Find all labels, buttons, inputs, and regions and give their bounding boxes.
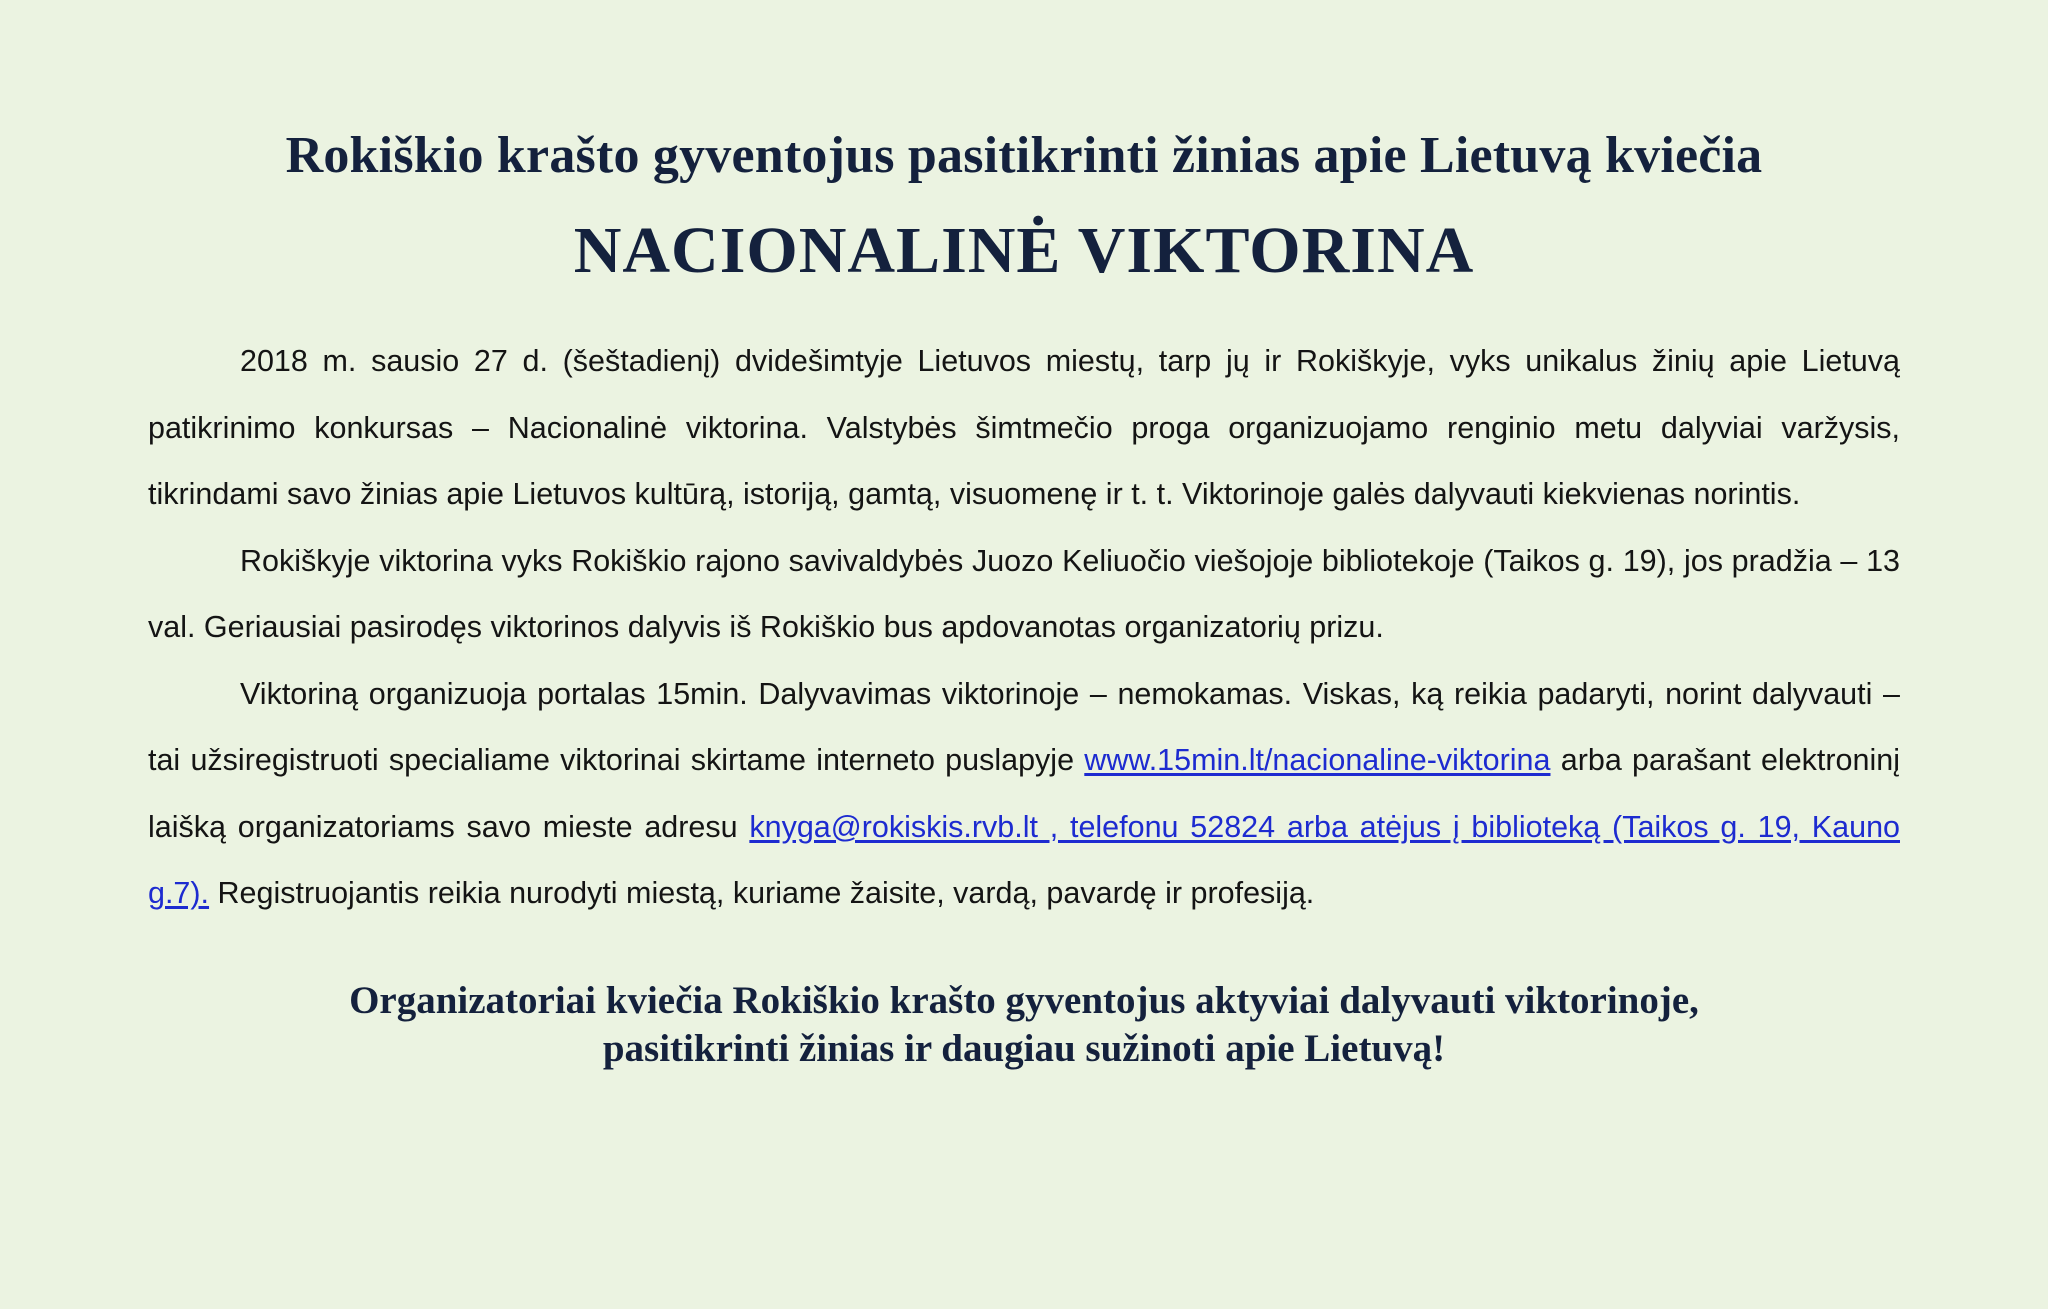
paragraph-event-info: 2018 m. sausio 27 d. (šeštadienį) dvidešimtyje Lietuvos miestų, tarp jų ir Rokiškyje, vyks unikalus žinių apie Lietuvą patikrinimo konkursas – Nacionalinė viktorina. Valstybės šimtmečio proga organizuojamo renginio metu dalyviai varžysis, tikrindami savo žinias apie Lietuvos kultūrą, istoriją, gamtą, visuomenę ir t. t. Viktorinoje galės dalyvauti kiekvienas norintis. [148, 344, 1900, 511]
body-text [148, 328, 1900, 927]
registration-text-end: Registruojantis reikia nurodyti miestą, kuriame žaisite, vardą, pavardę ir profesiją. [209, 876, 1315, 910]
paragraph-registration [148, 661, 1900, 927]
paragraph-location: Rokiškyje viktorina vyks Rokiškio rajono savivaldybės Juozo Keliuočio viešojoje bibliotekoje (Taikos g. 19), jos pradžia – 13 val. Geriausiai pasirodęs viktorinos dalyvis iš Rokiškio bus apdovanotas organizatorių prizu. [148, 543, 1900, 644]
closing-line-1: Organizatoriai kviečia Rokiškio krašto gyventojus aktyviai dalyvauti viktorinoje, [349, 978, 1699, 1022]
closing-invitation [148, 977, 1900, 1073]
registration-text-middle: arba parašant elektroninį laišką organizatoriams savo mieste adresu [148, 743, 1900, 844]
registration-website-link[interactable]: www.15min.lt/nacionaline-viktorina [1084, 743, 1551, 777]
registration-email-link[interactable]: knyga@rokiskis.rvb.lt , telefonu 52824 arba atėjus į biblioteką (Taikos g. 19, Kauno g.7). [148, 809, 1900, 910]
registration-text-start: Viktoriną organizuoja portalas 15min. Dalyvavimas viktorinoje – nemokamas. Viskas, ką reikia padaryti, norint dalyvauti – tai užsiregistruoti specialiame viktorinai skirtame interneto puslapyje [148, 676, 1900, 777]
subtitle-heading: Rokiškio krašto gyventojus pasitikrinti žinias apie Lietuvą kviečia [285, 127, 1763, 184]
page-title: NACIONALINĖ VIKTORINA [573, 214, 1475, 287]
closing-line-2: pasitikrinti žinias ir daugiau sužinoti apie Lietuvą! [602, 1026, 1446, 1070]
